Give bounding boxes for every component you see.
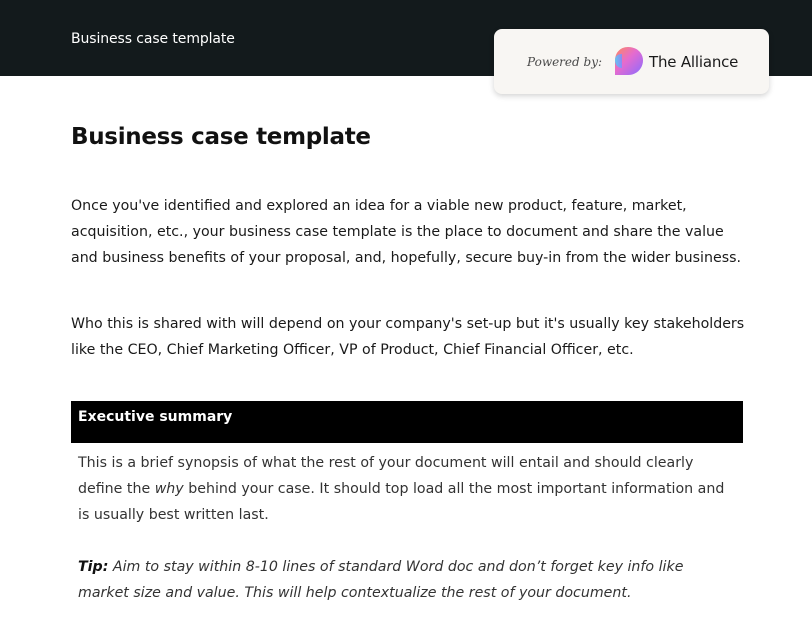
powered-by-badge[interactable]	[494, 29, 769, 94]
audience-paragraph: Who this is shared with will depend on your company's set-up but it's usually key stakeholders like the CEO, Chief Marketing Officer, VP of Product, Chief Financial Officer, etc.	[71, 316, 745, 358]
section-body	[71, 443, 743, 606]
brand-name: The Alliance	[649, 53, 739, 71]
tip-note	[78, 554, 736, 606]
section-heading: Executive summary	[71, 401, 743, 443]
description-text-start: This is a brief synopsis of what the rest of your document will entail and should clearly define the	[78, 455, 694, 497]
page-title: Business case template	[71, 124, 371, 150]
tip-label: Tip:	[78, 559, 109, 575]
alliance-logo-icon	[613, 46, 645, 76]
section-description	[78, 450, 736, 528]
description-text-end: behind your case. It should top load all the most important information and is usually best written last.	[78, 481, 725, 523]
powered-by-label: Powered by:	[527, 55, 603, 69]
intro-paragraph: Once you've identified and explored an idea for a viable new product, feature, market, acquisition, etc., your business case template is the place to document and share the value and business benefits of your proposal, and, hopefully, secure buy-in from the wider business.	[71, 198, 742, 266]
header-title: Business case template	[71, 31, 235, 47]
description-emphasis: why	[154, 481, 184, 497]
tip-text: Aim to stay within 8-10 lines of standard Word doc and don’t forget key info like market size and value. This will help contextualize the rest of your document.	[78, 559, 684, 601]
executive-summary-section	[71, 401, 743, 606]
